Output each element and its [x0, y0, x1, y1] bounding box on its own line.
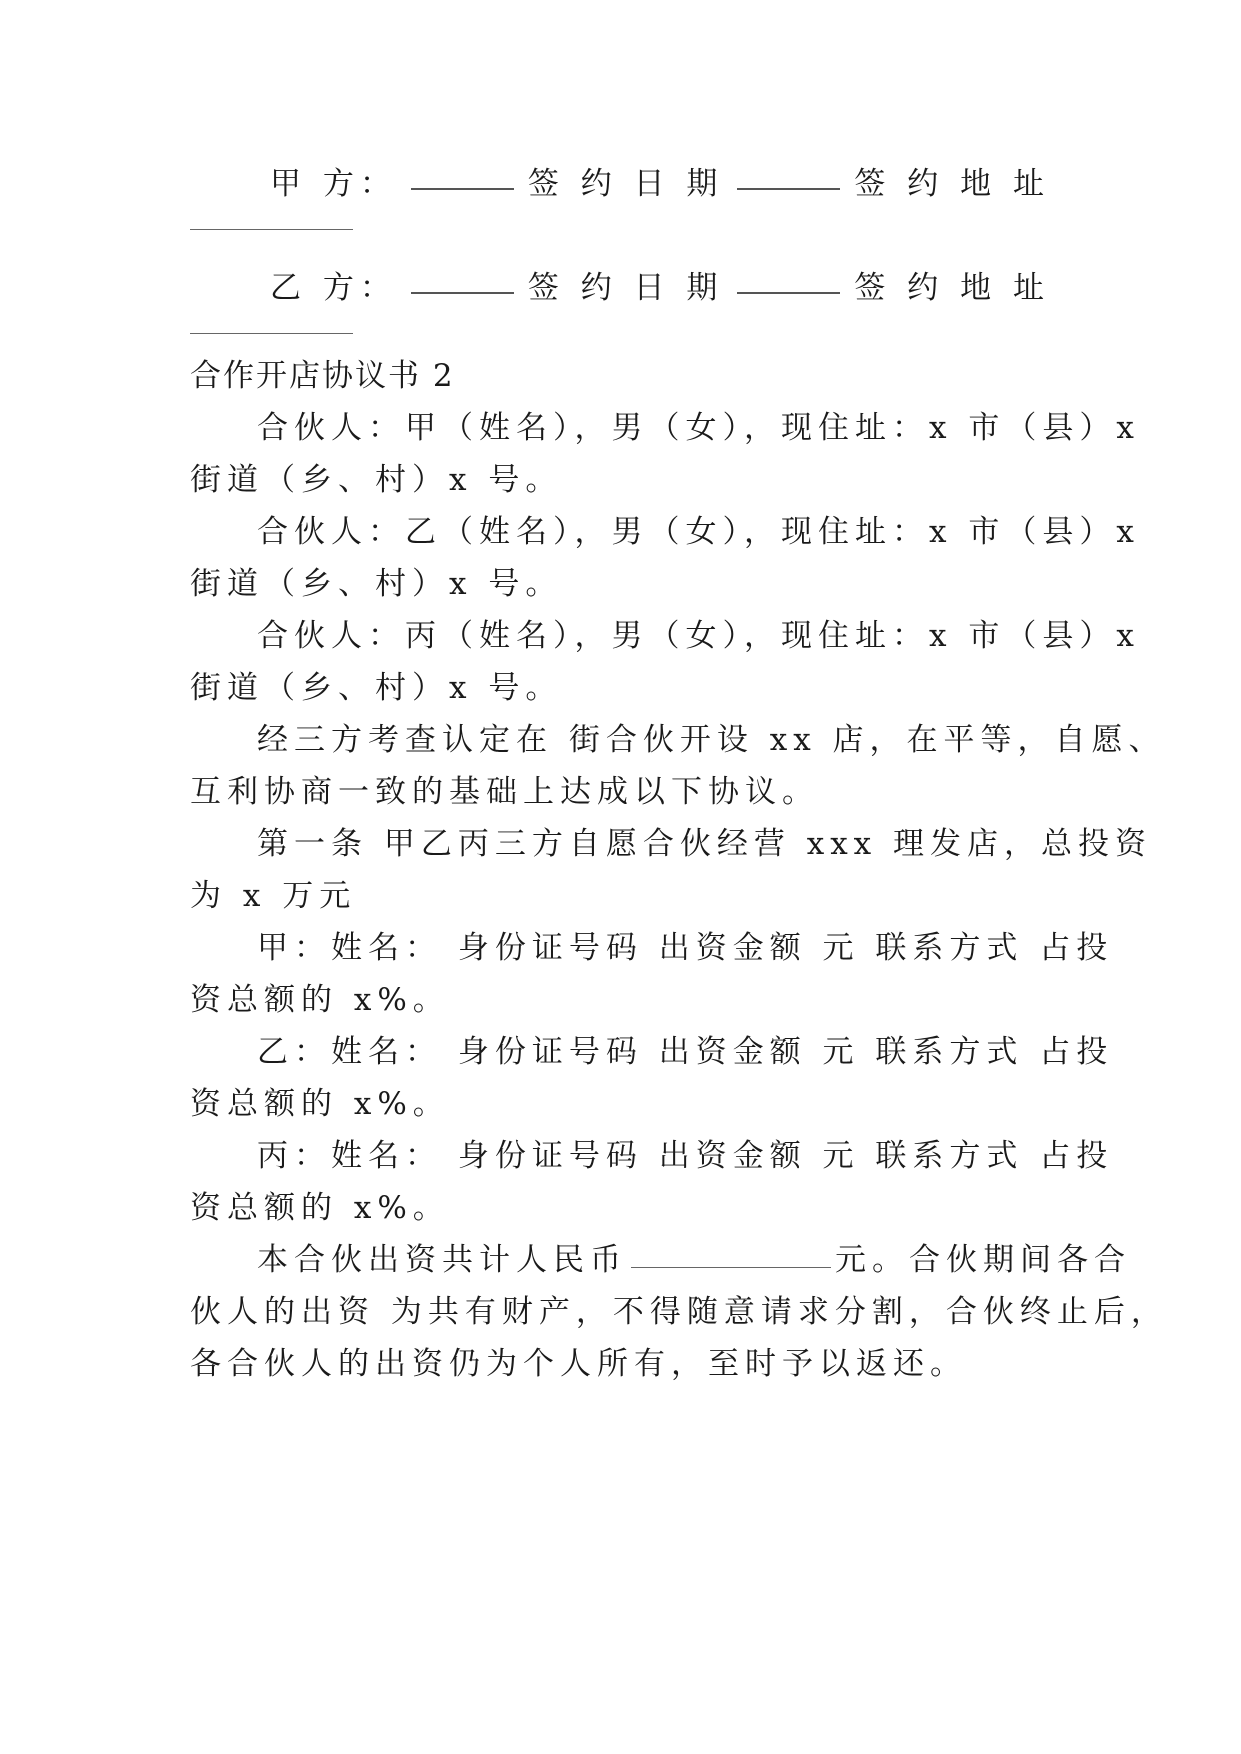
party-b-label: 乙 方：	[270, 270, 397, 306]
partner-a-line2: 街道（乡、村）x 号。	[190, 462, 563, 498]
partner-c-line1: 合伙人：丙（姓名），男（女），现住址：x 市（县）x	[257, 618, 1140, 654]
capital-line1-post: 元。合伙期间各合	[835, 1242, 1131, 1278]
investor-b-line2: 资总额的 x%。	[190, 1086, 450, 1122]
party-a-name-blank	[411, 188, 514, 190]
investor-a-line2: 资总额的 x%。	[190, 982, 450, 1018]
party-b-date-blank	[737, 292, 840, 294]
investor-c-line1: 丙：姓名： 身份证号码 出资金额 元 联系方式 占投	[257, 1138, 1114, 1174]
party-b-signature-row	[190, 268, 1050, 308]
party-b-place-blank	[190, 333, 353, 334]
article1-line1: 第一条 甲乙丙三方自愿合伙经营 xxx 理发店，总投资	[257, 826, 1153, 862]
capital-line1	[190, 1240, 1131, 1280]
article1-line2: 为 x 万元	[190, 878, 357, 914]
party-a-place-blank	[190, 229, 353, 230]
section-title: 合作开店协议书 2	[190, 358, 455, 394]
partner-b-line2: 街道（乡、村）x 号。	[190, 566, 563, 602]
party-a-date-label: 签 约 日 期	[527, 166, 724, 202]
capital-amount-blank	[631, 1267, 831, 1268]
investor-c-line2: 资总额的 x%。	[190, 1190, 450, 1226]
partner-a-line1: 合伙人：甲（姓名），男（女），现住址：x 市（县）x	[257, 410, 1140, 446]
party-a-signature-row	[190, 164, 1050, 204]
party-b-date-label: 签 约 日 期	[527, 270, 724, 306]
partner-c-line2: 街道（乡、村）x 号。	[190, 670, 563, 706]
partner-b-line1: 合伙人：乙（姓名），男（女），现住址：x 市（县）x	[257, 514, 1140, 550]
party-a-date-blank	[737, 188, 840, 190]
party-b-name-blank	[411, 292, 514, 294]
investor-a-line1: 甲：姓名： 身份证号码 出资金额 元 联系方式 占投	[257, 930, 1114, 966]
capital-line2: 伙人的出资 为共有财产，不得随意请求分割，合伙终止后，	[190, 1294, 1168, 1330]
intro-line1: 经三方考查认定在 街合伙开设 xx 店，在平等，自愿、	[257, 722, 1166, 758]
capital-line1-pre: 本合伙出资共计人民币	[257, 1242, 627, 1278]
investor-b-line1: 乙：姓名： 身份证号码 出资金额 元 联系方式 占投	[257, 1034, 1114, 1070]
intro-line2: 互利协商一致的基础上达成以下协议。	[190, 774, 819, 810]
party-a-label: 甲 方：	[270, 166, 397, 202]
party-b-place-label: 签 约 地 址	[854, 270, 1050, 306]
party-a-place-label: 签 约 地 址	[854, 166, 1050, 202]
capital-line3: 各合伙人的出资仍为个人所有，至时予以返还。	[190, 1346, 967, 1382]
